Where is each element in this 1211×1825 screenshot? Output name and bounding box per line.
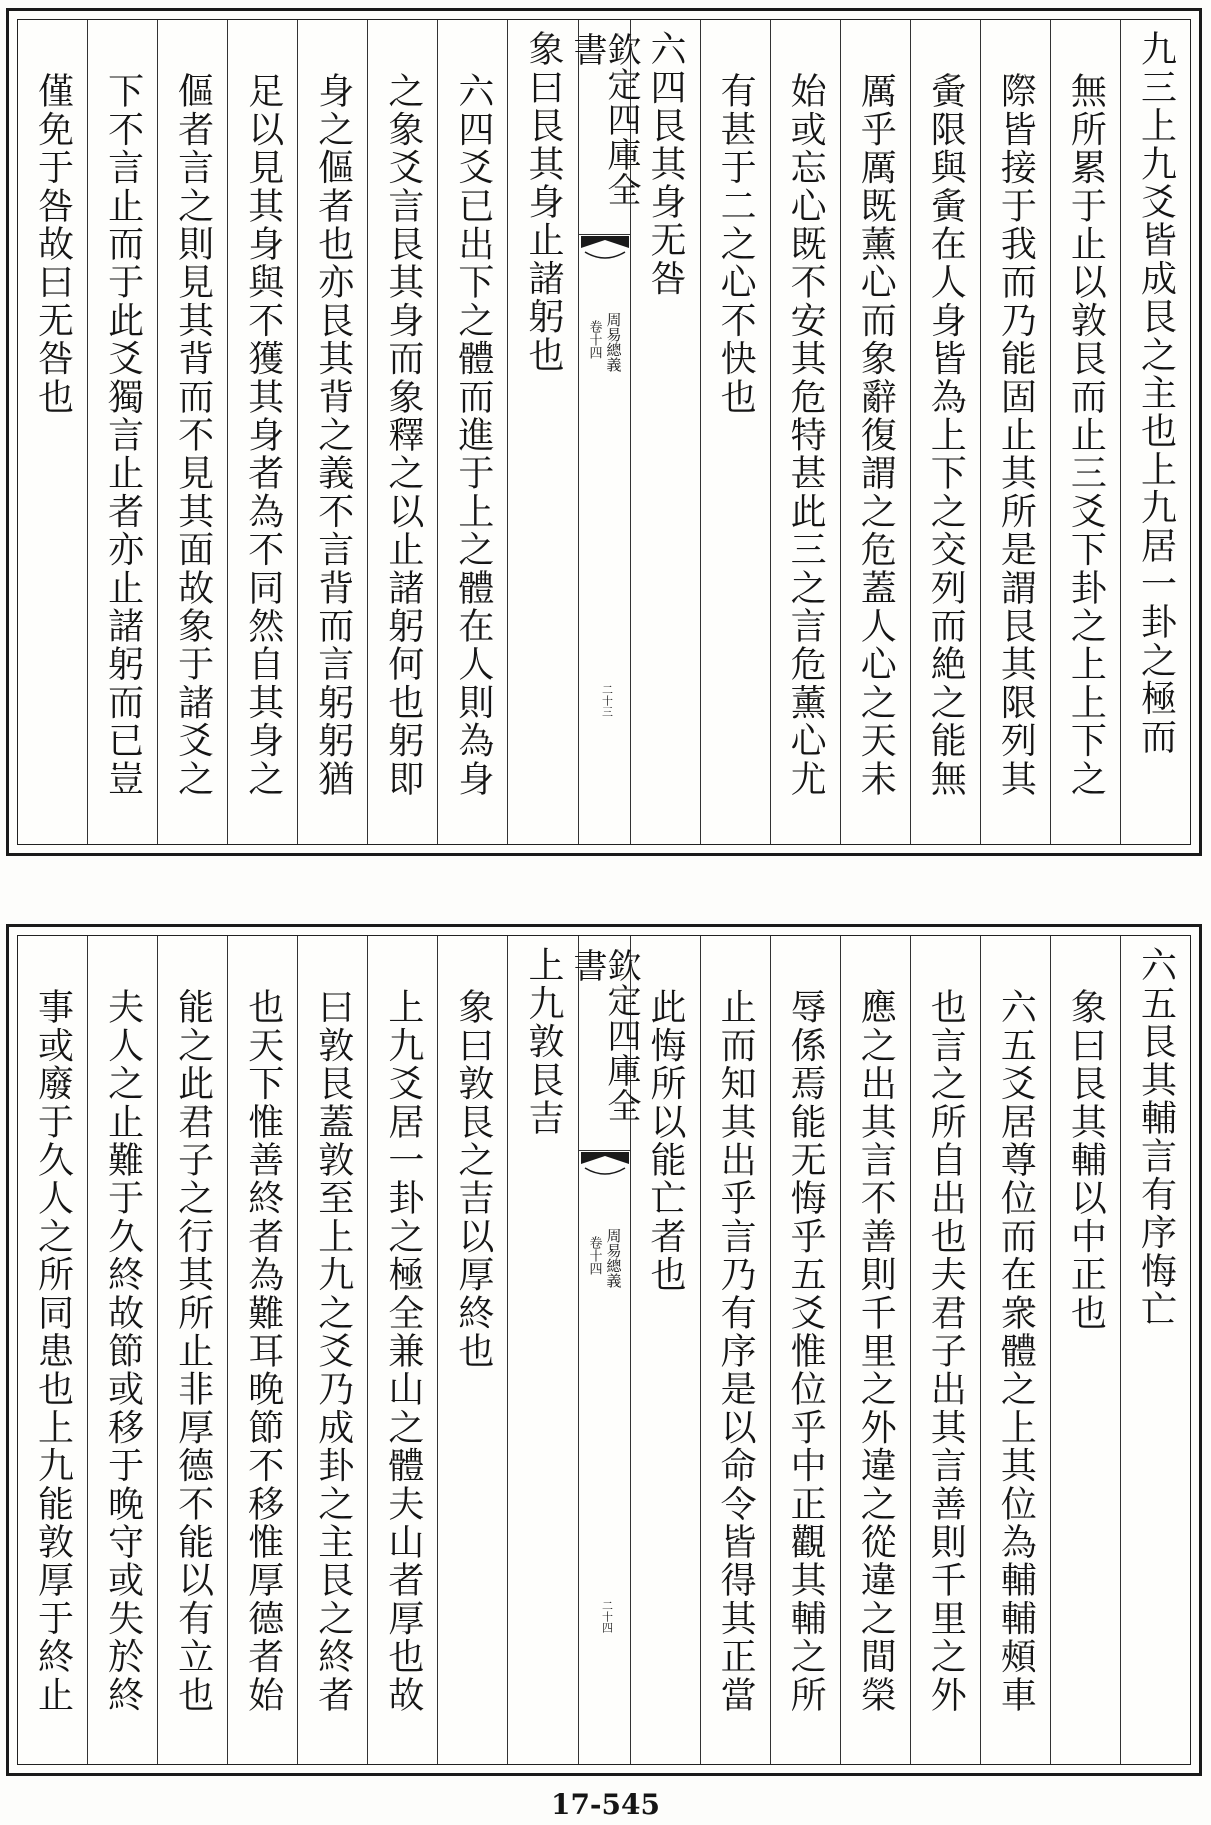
spine-book-title: 周易總義 <box>604 312 623 372</box>
column-text: 僅免于咎故曰无咎也 <box>32 72 74 416</box>
column-text: 際皆接于我而乃能固止其所是謂艮其限列其 <box>995 72 1037 798</box>
spine-title-box <box>567 26 641 235</box>
column-text: 能之此君子之行其所止非厚德不能以有立也 <box>172 988 214 1714</box>
center-spine <box>567 20 641 844</box>
column-text: 六五爻居尊位而在衆體之上其位為輔輔頰車 <box>995 988 1037 1714</box>
column-text: 夫人之止難于久終故節或移于晚守或失於終 <box>102 988 144 1714</box>
column-text: 曰敦艮蓋敦至上九之爻乃成卦之主艮之終者 <box>312 988 354 1714</box>
text-column <box>367 20 437 844</box>
text-column <box>507 936 577 1764</box>
column-text: 九三上九爻皆成艮之主也上九居一卦之極而 <box>1135 30 1177 756</box>
text-column <box>1120 20 1190 844</box>
column-text: 六五艮其輔言有序悔亡 <box>1135 946 1177 1328</box>
text-column <box>980 936 1050 1764</box>
text-column <box>367 936 437 1764</box>
column-text: 有甚于二之心不快也 <box>715 72 757 416</box>
text-column <box>840 20 910 844</box>
column-text: 六四爻已出下之體而進于上之體在人則為身 <box>452 72 494 798</box>
bottom-page-frame <box>17 935 1191 1765</box>
spine-page-number: 二十四 <box>600 1600 614 1633</box>
text-column <box>1120 936 1190 1764</box>
column-text: 始或忘心既不安其危特甚此三之言危薰心尤 <box>785 72 827 798</box>
column-text: 之象爻言艮其身而象釋之以止諸躬何也躬即 <box>382 72 424 798</box>
text-column <box>157 20 227 844</box>
column-text: 象曰敦艮之吉以厚終也 <box>452 988 494 1370</box>
text-column <box>227 936 297 1764</box>
column-text: 上九爻居一卦之極全兼山之體夫山者厚也故 <box>382 988 424 1714</box>
text-column <box>980 20 1050 844</box>
column-text: 厲乎厲既薰心而象辭復謂之危蓋人心之天未 <box>855 72 897 798</box>
column-text: 應之出其言不善則千里之外違之從違之間榮 <box>855 988 897 1714</box>
fish-tail-ornament-icon <box>579 1150 631 1190</box>
text-column <box>700 20 770 844</box>
text-column <box>910 20 980 844</box>
column-text: 象曰艮其身止諸躬也 <box>522 30 564 374</box>
column-text: 事或廢于久人之所同患也上九能敦厚于終止 <box>32 988 74 1714</box>
text-column <box>87 20 157 844</box>
column-text: 此悔所以能亡者也 <box>645 988 687 1294</box>
text-column <box>87 936 157 1764</box>
spine-volume: 卷十四 <box>586 320 602 359</box>
column-text: 上九敦艮吉 <box>522 946 564 1137</box>
text-column <box>297 936 367 1764</box>
column-text: 象曰艮其輔以中正也 <box>1065 988 1107 1332</box>
column-text: 傴者言之則見其背而不見其面故象于諸爻之 <box>172 72 214 798</box>
spine-title: 欽定四庫全書 <box>567 948 641 1123</box>
spine-title-box <box>567 942 641 1151</box>
column-text: 無所累于止以敦艮而止三爻下卦之上上下之 <box>1065 72 1107 798</box>
column-text: 也天下惟善終者為難耳晚節不移惟厚德者始 <box>242 988 284 1714</box>
spine-title: 欽定四庫全書 <box>567 32 641 207</box>
text-column <box>18 20 87 844</box>
text-column <box>1050 936 1120 1764</box>
column-text: 夤限與夤在人身皆為上下之交列而絶之能無 <box>925 72 967 798</box>
text-column <box>157 936 227 1764</box>
center-spine <box>567 936 641 1764</box>
spine-page-number: 二十三 <box>600 684 614 717</box>
column-text: 足以見其身與不獲其身者為不同然自其身之 <box>242 72 284 798</box>
text-column <box>227 20 297 844</box>
text-column <box>770 20 840 844</box>
text-column <box>1050 20 1120 844</box>
text-column <box>910 936 980 1764</box>
column-text: 六四艮其身无咎 <box>645 30 687 298</box>
fish-tail-ornament-icon <box>579 234 631 274</box>
bottom-page <box>6 924 1202 1776</box>
column-text: 止而知其出乎言乃有序是以命令皆得其正當 <box>715 988 757 1714</box>
top-page-frame <box>17 19 1191 845</box>
column-text: 也言之所自出也夫君子出其言善則千里之外 <box>925 988 967 1714</box>
text-column <box>437 20 507 844</box>
column-text: 下不言止而于此爻獨言止者亦止諸躬而已豈 <box>102 72 144 798</box>
text-column <box>437 936 507 1764</box>
top-page <box>6 8 1202 856</box>
text-column <box>297 20 367 844</box>
spine-volume: 卷十四 <box>586 1236 602 1275</box>
text-column <box>507 20 577 844</box>
text-column <box>18 936 87 1764</box>
column-text: 辱係焉能无悔乎五爻惟位乎中正觀其輔之所 <box>785 988 827 1714</box>
spine-book-title: 周易總義 <box>604 1228 623 1288</box>
footer-page-number: 17-545 <box>550 1788 661 1821</box>
column-text: 身之傴者也亦艮其背之義不言背而言躬躬猶 <box>312 72 354 798</box>
text-column <box>700 936 770 1764</box>
text-column <box>770 936 840 1764</box>
text-column <box>840 936 910 1764</box>
